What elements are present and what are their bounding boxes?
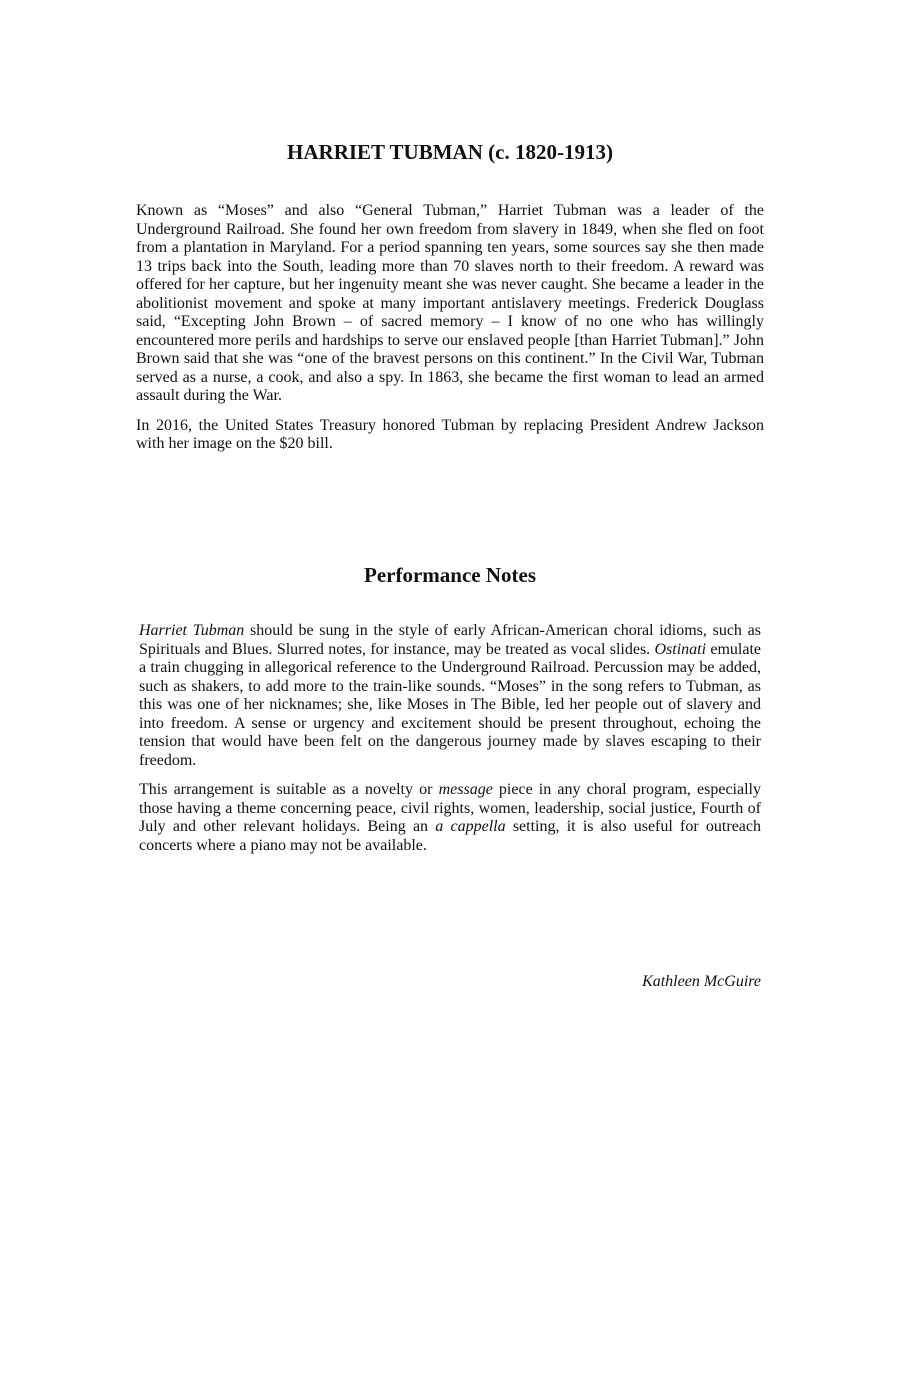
- performance-notes-section: [139, 622, 761, 866]
- notes-text-2c: setting, it is also useful for outreach concerts where a piano may not be available.: [139, 818, 762, 854]
- performance-notes-heading: Performance Notes: [364, 563, 536, 587]
- a-cappella-italic: a cappella: [435, 818, 506, 835]
- notes-text-2b: piece in any choral program, especially those having a theme concerning peace, civil rights, women, leadership, social justice, Fourth of July and other relevant holidays. Being an: [139, 781, 761, 835]
- notes-text-2a: This arrangement is suitable as a novelty or: [139, 781, 439, 798]
- biography-paragraph-1: Known as “Moses” and also “General Tubman,” Harriet Tubman was a leader of the Underground Railroad. She found her own freedom from slavery in 1849, when she fled on foot from a plantation in Maryland. For a period spanning ten years, some sources say she then made 13 trips back into the South, leading more than 70 slaves north to their freedom. A reward was offered for her capture, but her ingenuity meant she was never caught. She became a leader in the abolitionist movement and spoke at many important antislavery meetings. Frederick Douglass said, “Excepting John Brown – of sacred memory – I know of no one who has willingly encountered more perils and hardships to serve our enslaved people [than Harriet Tubman].” John Brown said that she was “one of the bravest persons on this continent.” In the Civil War, Tubman served as a nurse, a cook, and also a spy. In 1863, she became the first woman to lead an armed assault during the War.: [136, 202, 764, 404]
- biography-paragraph-2: In 2016, the United States Treasury honored Tubman by replacing President Andrew Jackson with her image on the $20 bill.: [136, 416, 764, 452]
- author-signature: Kathleen McGuire: [642, 973, 761, 990]
- biography-section: [136, 202, 764, 465]
- message-italic: message: [438, 781, 493, 798]
- ostinati-italic: Ostinati: [654, 640, 707, 658]
- song-title-italic: Harriet Tubman: [139, 622, 245, 639]
- page-title: HARRIET TUBMAN (c. 1820-1913): [287, 140, 613, 164]
- notes-text-1a: should be sung in the style of early African-American choral idioms, such as Spirituals and Blues. Slurred notes, for instance, may be treated as vocal slides.: [139, 622, 761, 658]
- performance-notes-paragraph-2: [139, 781, 761, 855]
- performance-notes-paragraph-1: [139, 622, 761, 770]
- notes-text-1b: emulate a train chugging in allegorical reference to the Underground Railroad. Percussion may be added, such as shakers, to add more to the train-like sounds. “Moses” in the song refers to Tubman, as this was one of her nicknames; she, like Moses in The Bible, led her people out of slavery and into freedom. A sense or urgency and excitement should be present throughout, echoing the tension that would have been felt on the dangerous journey made by slaves escaping to their freedom.: [139, 640, 761, 769]
